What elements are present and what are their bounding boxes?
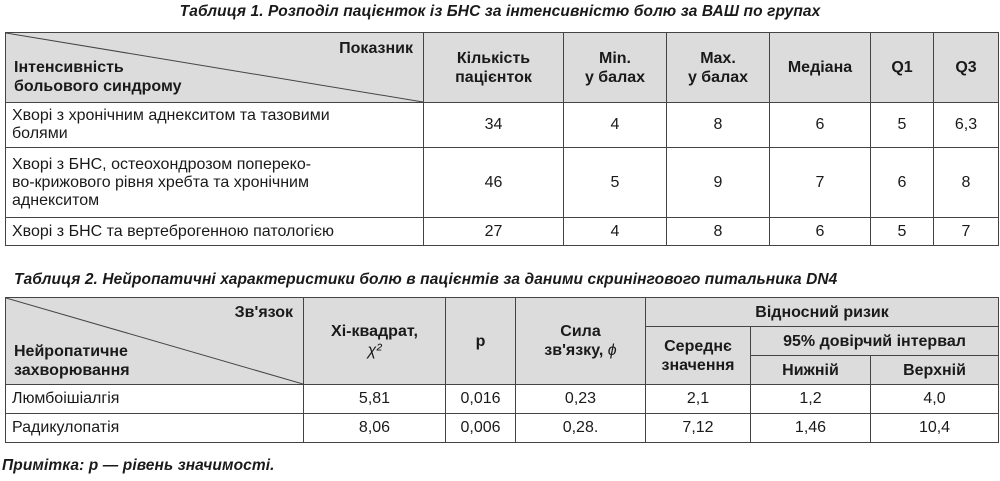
col-header-max: Max. у балах <box>667 33 770 103</box>
cell-p: 0,016 <box>446 385 516 414</box>
table-row <box>6 148 999 218</box>
table-row <box>6 385 999 414</box>
cell-chi-square: 8,06 <box>304 414 446 443</box>
cell-min: 5 <box>564 148 667 218</box>
cell-q3: 6,3 <box>934 103 999 148</box>
table1-corner-bottom: Інтенсивність больового синдрому <box>14 59 182 95</box>
cell-count: 34 <box>424 103 564 148</box>
cell-strength: 0,28. <box>516 414 646 443</box>
col-header-upper: Верхній <box>871 356 999 385</box>
cell-median: 6 <box>770 218 871 246</box>
col-header-q3: Q3 <box>934 33 999 103</box>
cell-q3: 8 <box>934 148 999 218</box>
row-label: Хворі з БНС та вертеброгенною патологією <box>6 218 424 246</box>
table1-header-row <box>6 33 999 103</box>
row-label: Радикулопатія <box>6 414 304 443</box>
table-row <box>6 414 999 443</box>
col-header-median: Медіана <box>770 33 871 103</box>
table1 <box>5 32 999 246</box>
cell-strength: 0,23 <box>516 385 646 414</box>
table2-corner-bottom: Нейропатичне захворювання <box>14 343 130 379</box>
table2-header-row <box>6 298 999 327</box>
cell-q1: 6 <box>871 148 934 218</box>
cell-max: 8 <box>667 218 770 246</box>
col-header-min: Min. у балах <box>564 33 667 103</box>
cell-median: 7 <box>770 148 871 218</box>
cell-upper: 10,4 <box>871 414 999 443</box>
table2-caption: Таблиця 2. Нейропатичні характеристики болю в пацієнтів за даними скринінгового питальника DN4 <box>14 271 838 288</box>
cell-lower: 1,2 <box>751 385 871 414</box>
col-header-count: Кількість пацієнток <box>424 33 564 103</box>
col-group-relative-risk: Відносний ризик <box>646 298 999 327</box>
cell-mean: 2,1 <box>646 385 751 414</box>
cell-mean: 7,12 <box>646 414 751 443</box>
table1-corner-cell <box>6 33 424 103</box>
table2-corner-top: Зв'язок <box>234 304 293 321</box>
cell-count: 46 <box>424 148 564 218</box>
table2-corner-cell <box>6 298 304 385</box>
cell-q3: 7 <box>934 218 999 246</box>
table1-corner-top: Показник <box>339 40 413 57</box>
cell-max: 8 <box>667 103 770 148</box>
col-header-chi-square: Хі-квадрат, χ² <box>304 298 446 385</box>
col-header-q1: Q1 <box>871 33 934 103</box>
cell-chi-square: 5,81 <box>304 385 446 414</box>
cell-q1: 5 <box>871 103 934 148</box>
cell-upper: 4,0 <box>871 385 999 414</box>
table-row <box>6 218 999 246</box>
row-label: Хворі з БНС, остеохондрозом поперeко- во-крижового рівня хребта та хронічним аднекситом <box>6 148 424 218</box>
col-header-strength: Сила зв'язку, ϕ <box>516 298 646 385</box>
cell-median: 6 <box>770 103 871 148</box>
table-row <box>6 103 999 148</box>
cell-count: 27 <box>424 218 564 246</box>
cell-min: 4 <box>564 103 667 148</box>
col-header-mean: Середнє значення <box>646 327 751 385</box>
footnote: Примітка: р — рівень значимості. <box>2 457 275 474</box>
cell-lower: 1,46 <box>751 414 871 443</box>
col-group-ci: 95% довірчий інтервал <box>751 327 999 356</box>
cell-max: 9 <box>667 148 770 218</box>
cell-min: 4 <box>564 218 667 246</box>
cell-p: 0,006 <box>446 414 516 443</box>
cell-q1: 5 <box>871 218 934 246</box>
row-label: Люмбоішіалгія <box>6 385 304 414</box>
table2 <box>5 297 999 443</box>
col-header-lower: Нижній <box>751 356 871 385</box>
table1-caption: Таблиця 1. Розподіл пацієнток із БНС за інтенсивністю болю за ВАШ по групах <box>179 3 821 20</box>
row-label: Хворі з хронічним аднекситом та тазовими болями <box>6 103 424 148</box>
col-header-p: p <box>446 298 516 385</box>
